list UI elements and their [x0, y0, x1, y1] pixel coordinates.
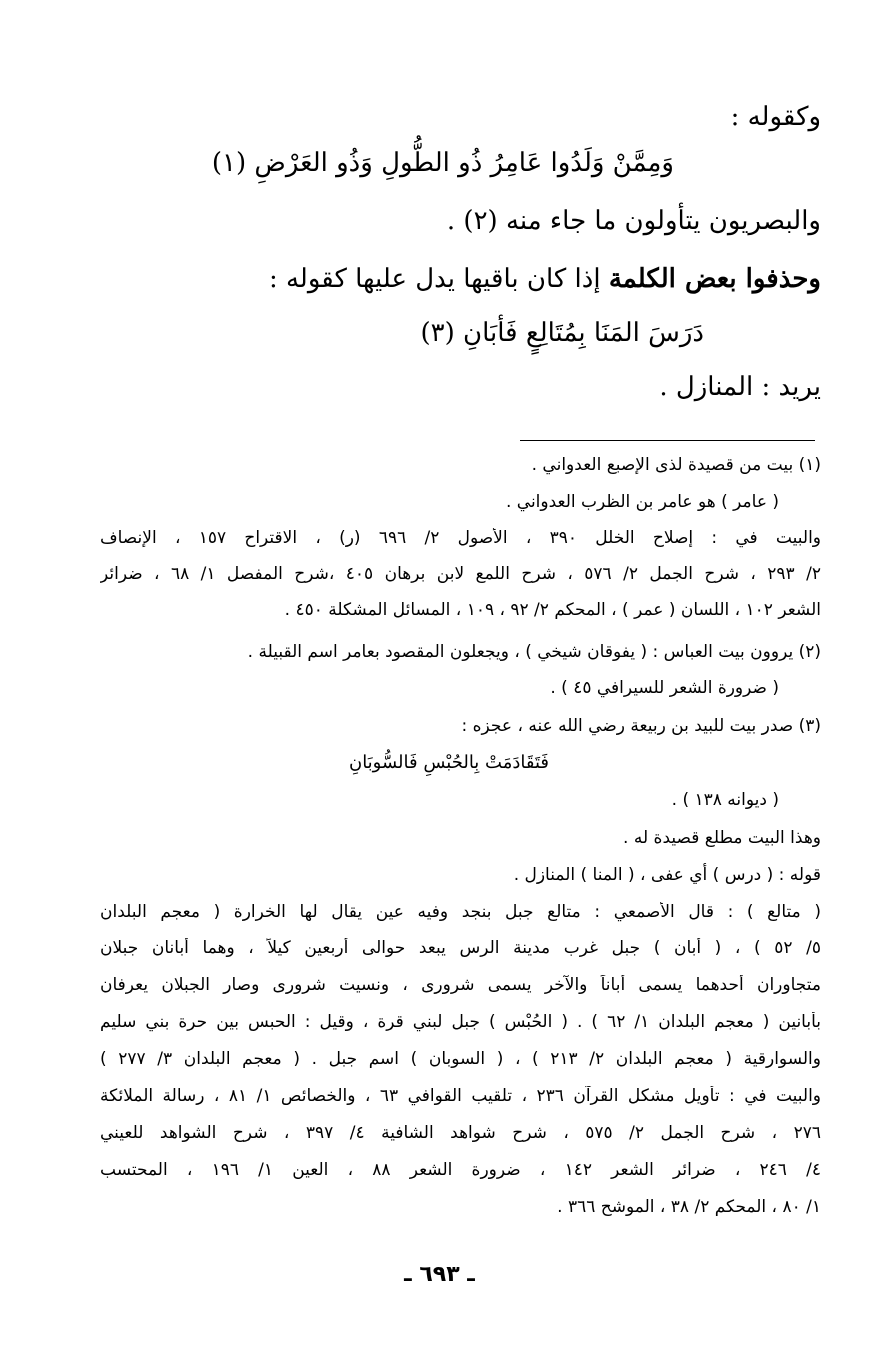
deletion-rest: إذا كان باقيها يدل عليها كقوله :: [268, 264, 609, 294]
footnote-separator: [520, 440, 815, 441]
footnote-3-text: قوله : ( درس ) أي عفى ، ( المنا ) المنازل .: [513, 865, 821, 885]
footnote-3-text: ٥/ ٥٢ ) ، ( أبان ) جبل غرب مدينة الرس يبعد حوالى أربعين كيلاً ، وهما أبانان جبلان: [100, 938, 821, 958]
footnote-2: (٢) يروون بيت العباس : ( يفوقان شيخي ) ، ويجعلون المقصود بعامر اسم القبيلة .: [247, 642, 821, 662]
footnote-1-text: والبيت في : إصلاح الخلل ٣٩٠ ، الأصول ٢/ ٦٩٦ (ر) ، الاقتراح ١٥٧ ، الإنصاف: [100, 528, 821, 548]
basrans-line: والبصريون يتأولون ما جاء منه (٢) .: [446, 206, 821, 236]
page-number: ـ ٦٩٣ ـ: [404, 1262, 475, 1287]
deletion-line: [269, 264, 821, 294]
footnote-3-text: ٤/ ٢٤٦ ، ضرائر الشعر ١٤٢ ، ضرورة الشعر ٨٨ ، العين ١/ ١٩٦ ، المحتسب: [100, 1160, 821, 1180]
footnote-3-text: ١/ ٨٠ ، المحكم ٢/ ٣٨ ، الموشح ٣٦٦ .: [557, 1197, 821, 1217]
footnote-1: (١) بيت من قصيدة لذى الإصبع العدواني .: [531, 455, 821, 475]
footnote-3: (٣) صدر بيت للبيد بن ربيعة رضي الله عنه ، عجزه :: [461, 716, 821, 736]
footnote-3-text: والسوارقية ( معجم البلدان ٢/ ٢١٣ ) ، ( السوبان ) اسم جبل . ( معجم البلدان ٣/ ٢٧٧ ): [100, 1049, 821, 1069]
intro-line: وكقوله :: [730, 102, 821, 132]
bold-heading: وحذفوا بعض الكلمة: [608, 264, 821, 294]
footnote-3-text: والبيت في : تأويل مشكل القرآن ٢٣٦ ، تلقيب القوافي ٦٣ ، والخصائص ١/ ٨١ ، رسالة الملائكة: [100, 1086, 821, 1106]
footnote-3-text: ٢٧٦ ، شرح الجمل ٢/ ٥٧٥ ، شرح شواهد الشافية ٤/ ٣٩٧ ، شرح الشواهد للعيني: [100, 1123, 821, 1143]
verse-2: دَرَسَ المَنَا بِمُتَالِعٍ فَأبَانِ (٣): [420, 318, 704, 348]
footnote-3-text: ( ديوانه ١٣٨ ) .: [671, 790, 779, 810]
verse-1: وَمِمَّنْ وَلَدُوا عَامِرُ ذُو الطُّولِ وَذُو العَرْضِ (١): [211, 148, 674, 178]
footnote-2-text: ( ضرورة الشعر للسيرافي ٤٥ ) .: [550, 678, 779, 698]
footnote-1-text: ٢/ ٢٩٣ ، شرح الجمل ٢/ ٥٧٦ ، شرح اللمع لابن برهان ٤٠٥ ،شرح المفصل ١/ ٦٨ ، ضرائر: [100, 564, 821, 584]
footnote-3-text: وهذا البيت مطلع قصيدة له .: [623, 828, 821, 848]
footnote-3-verse: فَتَقَادَمَتْ بِالحُبْسِ فَالسُّوبَانِ: [348, 752, 549, 773]
footnote-1-text: ( عامر ) هو عامر بن الظرب العدواني .: [505, 492, 779, 512]
footnote-3-text: متجاوران أحدهما يسمى أباناً والآخر يسمى شرورى ، ونسيت شرورى وصار الجبلان يعرفان: [100, 975, 821, 995]
meaning-line: يريد : المنازل .: [659, 372, 821, 402]
footnote-3-text: بأبانين ( معجم البلدان ١/ ٦٢ ) . ( الحُبْس ) جبل لبني قرة ، وقيل : الحبس بين حرة بني سليم: [100, 1012, 821, 1032]
footnote-1-text: الشعر ١٠٢ ، اللسان ( عمر ) ، المحكم ٢/ ٩٢ ، ١٠٩ ، المسائل المشكلة ٤٥٠ .: [284, 600, 821, 620]
footnote-3-text: ( متالع ) : قال الأصمعي : متالع جبل بنجد وفيه عين يقال لها الخرارة ( معجم البلدان: [100, 902, 821, 922]
